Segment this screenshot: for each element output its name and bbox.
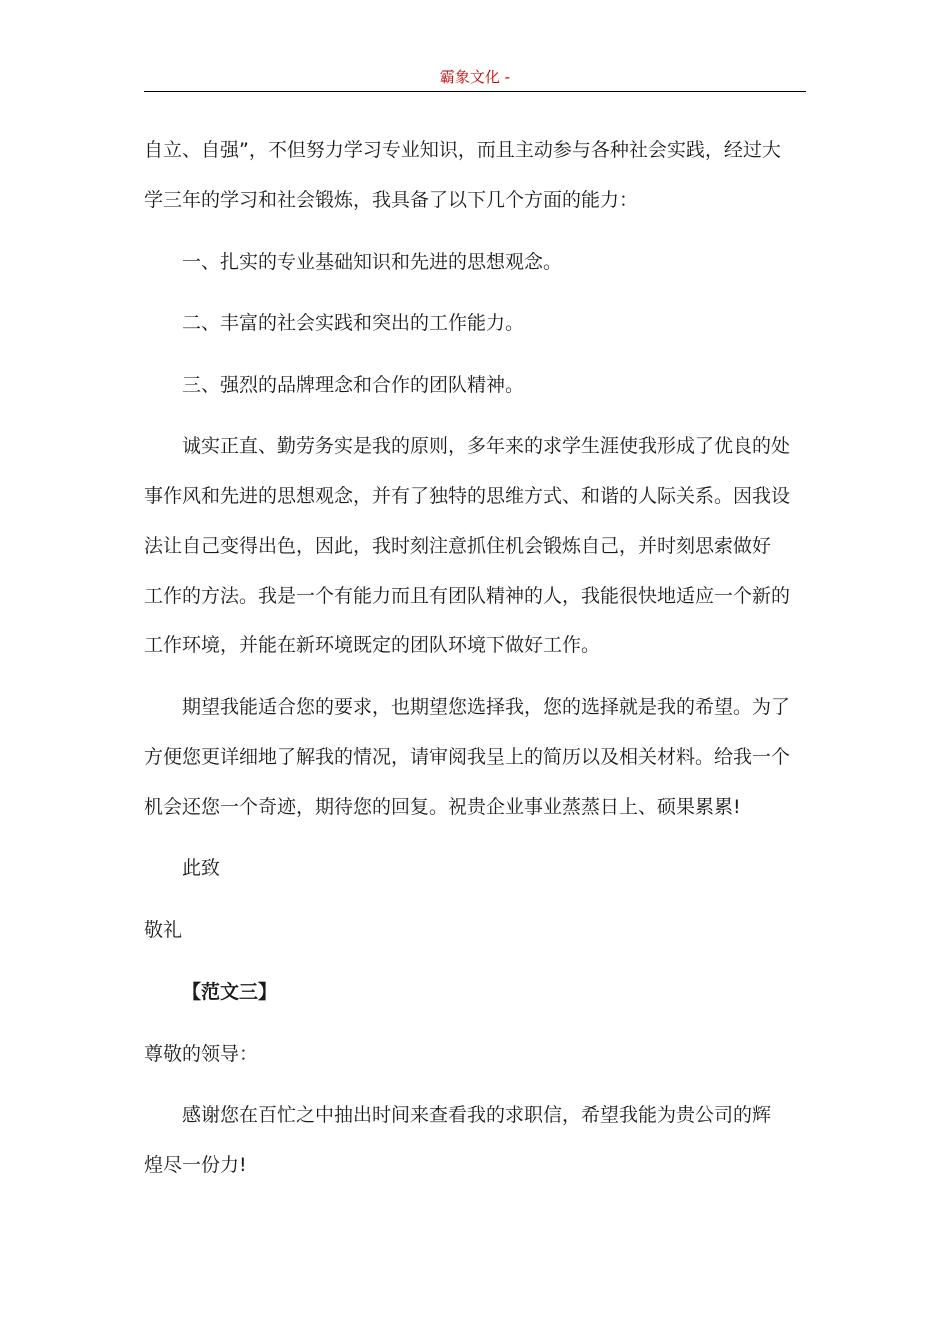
ability-item-3: 三、强烈的品牌理念和合作的团队精神。	[182, 374, 525, 396]
paragraph-line: 工作的方法。我是一个有能力而且有团队精神的人，我能很快地适应一个新的	[144, 585, 791, 607]
page-header	[144, 66, 806, 92]
closing-salutation: 此致	[182, 857, 221, 879]
paragraph-line: 期望我能适合您的要求，也期望您选择我，您的选择就是我的希望。为了	[182, 696, 791, 718]
ability-item-2: 二、丰富的社会实践和突出的工作能力。	[182, 312, 525, 334]
header-title: 霸象文化 -	[439, 68, 511, 86]
paragraph-line: 煌尽一份力!	[144, 1154, 247, 1176]
paragraph-line: 事作风和先进的思想观念，并有了独特的思维方式、和谐的人际关系。因我设	[144, 485, 791, 507]
closing-regards: 敬礼	[144, 919, 183, 941]
paragraph-line: 自立、自强”，不但努力学习专业知识，而且主动参与各种社会实践，经过大	[144, 139, 781, 161]
section-heading: 【范文三】	[182, 981, 278, 1003]
paragraph-line: 机会还您一个奇迹，期待您的回复。祝贵企业事业蒸蒸日上、硕果累累!	[144, 796, 741, 818]
paragraph-line: 工作环境，并能在新环境既定的团队环境下做好工作。	[144, 634, 601, 656]
paragraph-line: 方便您更详细地了解我的情况，请审阅我呈上的简历以及相关材料。给我一个	[144, 746, 791, 768]
ability-item-1: 一、扎实的专业基础知识和先进的思想观念。	[182, 251, 563, 273]
paragraph-line: 法让自己变得出色，因此，我时刻注意抓住机会锻炼自己，并时刻思索做好	[144, 535, 772, 557]
paragraph-line: 感谢您在百忙之中抽出时间来查看我的求职信，希望我能为贵公司的辉	[182, 1104, 772, 1126]
paragraph-line: 诚实正直、勤劳务实是我的原则，多年来的求学生涯使我形成了优良的处	[182, 435, 791, 457]
paragraph-line: 学三年的学习和社会锻炼，我具备了以下几个方面的能力：	[144, 189, 639, 211]
letter-greeting: 尊敬的领导：	[144, 1043, 259, 1065]
